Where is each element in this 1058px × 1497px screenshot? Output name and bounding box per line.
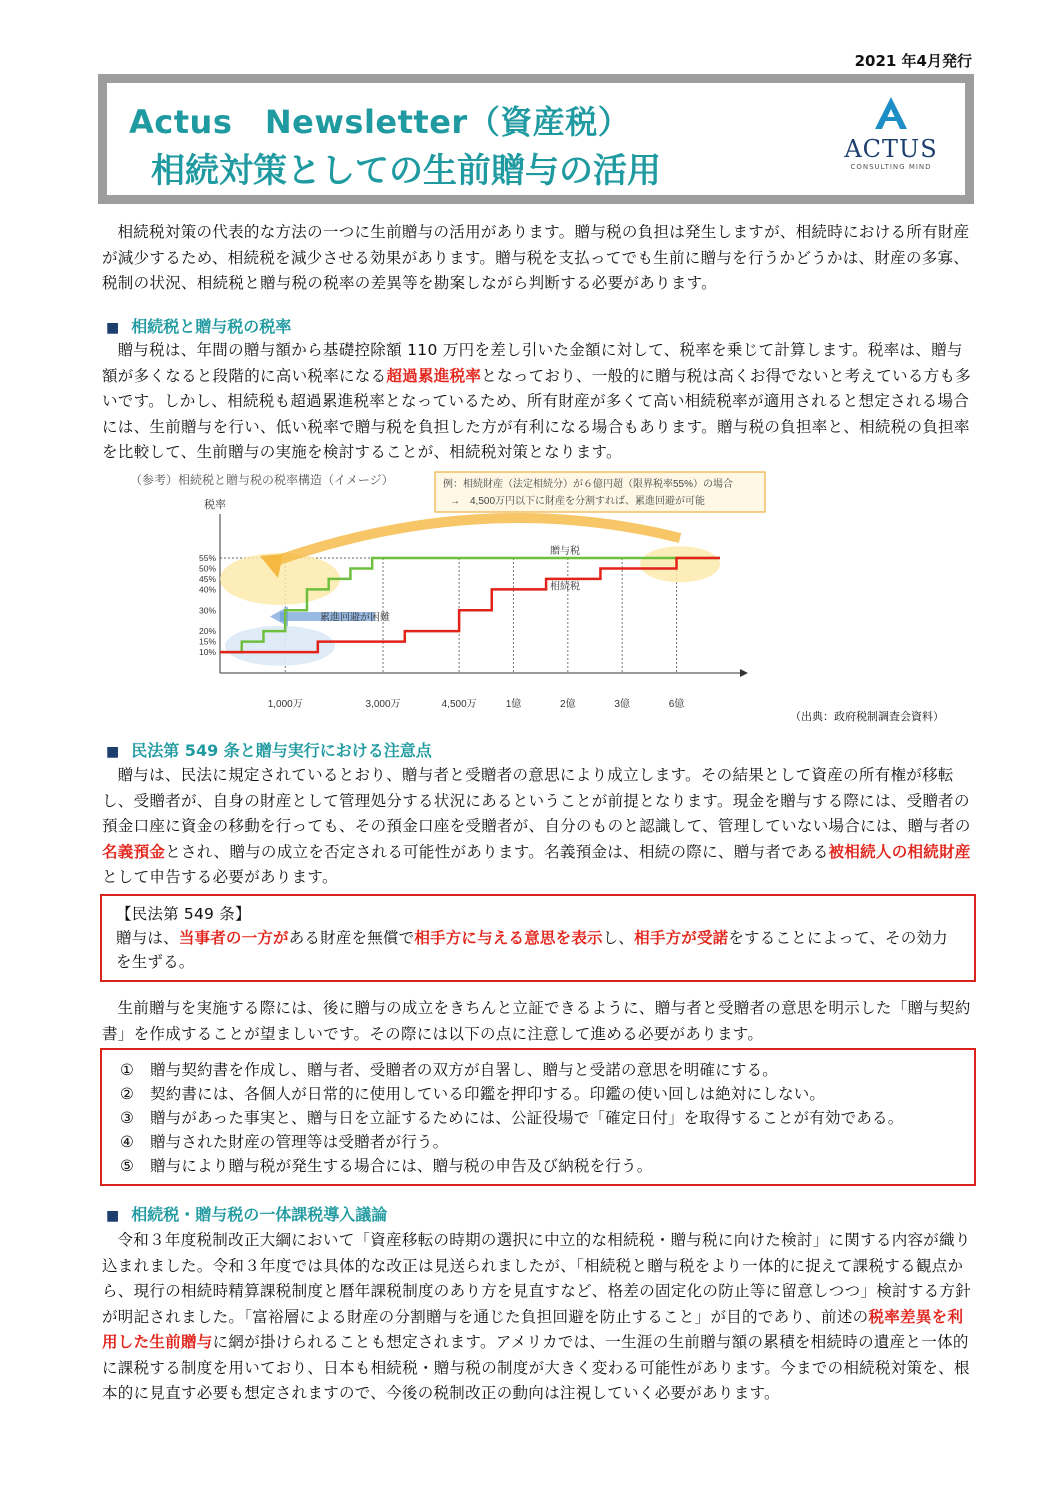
- y-tick-label: 30%: [198, 605, 216, 616]
- chart-note-line1: 例：相続財産（法定相続分）が６億円超（限界税率55%）の場合: [443, 479, 734, 490]
- civil-code-text: [116, 926, 961, 974]
- section1-highlight: 超過累進税率: [386, 366, 482, 385]
- checklist-number: ③: [120, 1109, 135, 1127]
- section3-heading: [102, 1202, 387, 1225]
- avoid-arrow-label: 累進回避が困難: [320, 612, 390, 624]
- section1-text-b: となっており、一般的に贈与税は高くお得でないと考えている方も多いです。しかし、相続税も超過累進税率となっているため、所有財産が多くて高い相続税率が適用されると想定される場合には、生前贈与を行い、低い税率で贈与税を負担した方が有利になる場合もあります。贈与税の負担率と、相続税の負担率を比較して、生前贈与の実施を検討することが、相続税対策となります。: [102, 366, 972, 461]
- section3-highlight: 税率差異を利用した生前贈与: [102, 1307, 964, 1351]
- actus-a-logo-icon: [871, 95, 911, 133]
- highlight-ellipse-right: [640, 546, 720, 582]
- section2-highlight1: 名義預金: [102, 842, 166, 861]
- section2-paragraph2: 生前贈与を実施する際には、後に贈与の成立をきちんと立証できるように、贈与者と受贈者の意思を明示した「贈与契約書」を作成することが望ましいです。その際には以下の点に注意して進める必要があります。: [102, 999, 971, 1043]
- checklist-item: [120, 1082, 974, 1106]
- tax-rate-chart: [120, 468, 780, 718]
- section2-heading-text: 民法第 549 条と贈与実行における注意点: [131, 741, 432, 760]
- gift-tax-label: 贈与税: [550, 546, 580, 557]
- curved-arrow: [270, 518, 680, 563]
- checklist-text: 贈与があった事実と、贈与日を立証するためには、公証役場で「確定日付」を取得することが有効である。: [150, 1109, 904, 1127]
- checklist-item: [120, 1058, 974, 1082]
- square-bullet-icon: ■: [106, 1208, 120, 1224]
- x-tick-label: 3億: [614, 699, 630, 710]
- section1-paragraph: [102, 338, 974, 466]
- title-banner: [98, 74, 974, 204]
- newsletter-title: Actus Newsletter（資産税）: [129, 103, 631, 141]
- chart-source: （出典：政府税制調査会資料）: [790, 710, 944, 723]
- chart-decoration: [220, 518, 720, 666]
- logo-name: ACTUS: [844, 135, 938, 163]
- checklist-number: ⑤: [120, 1157, 135, 1175]
- law-text-b: ある財産を無償で: [288, 929, 415, 947]
- section1-heading: [102, 314, 291, 337]
- x-tick-label: 4,500万: [441, 699, 477, 710]
- chart-title: （参考）相続税と贈与税の税率構造（イメージ）: [130, 473, 394, 487]
- x-tick-label: 1億: [505, 699, 522, 710]
- checklist-box: [100, 1048, 976, 1186]
- checklist-number: ④: [120, 1133, 135, 1151]
- law-text-c: し、: [602, 929, 635, 947]
- actus-logo: [831, 95, 951, 185]
- x-tick-label: 1,000万: [267, 699, 303, 710]
- civil-code-content: [116, 902, 961, 974]
- x-tick-label: 6億: [668, 699, 685, 710]
- y-tick-label: 20%: [198, 626, 216, 637]
- law-highlight1: 当事者の一方が: [178, 929, 289, 947]
- law-highlight2: 相手方に与える意思を表示: [414, 929, 603, 947]
- checklist-text: 贈与された財産の管理等は受贈者が行う。: [150, 1133, 449, 1151]
- tax-rate-chart-svg: [120, 468, 780, 718]
- y-tick-label: 45%: [198, 573, 216, 584]
- section3-text-a: 令和３年度税制改正大綱において「資産移転の時期の選択に中立的な相続税・贈与税に向けた検討」に関する内容が織り込まれました。令和３年度では具体的な改正は見送られましたが、「相続税と贈与税をより一体的に捉えて課税する観点から、現行の相続時精算課税制度と暦年課税制度のあり方を見直すなど、格差の固定化の防止等に留意しつつ」検討する方針が明記されました。「富裕層による財産の分割贈与を通じた負担回避を防止すること」が目的であり、前述の: [102, 1231, 972, 1326]
- section2-heading: [102, 738, 432, 761]
- chart-ylabel: 税率: [204, 499, 226, 511]
- checklist-number: ①: [120, 1061, 135, 1079]
- x-tick-label: 3,000万: [365, 699, 401, 710]
- checklist-item: [120, 1106, 974, 1130]
- section1-heading-text: 相続税と贈与税の税率: [131, 317, 292, 336]
- y-tick-label: 55%: [198, 553, 216, 563]
- section1-text-a: 贈与税は、年間の贈与額から基礎控除額 110 万円を差し引いた金額に対して、税率を乗じて計算します。税率は、贈与額が多くなると段階的に高い税率になる: [102, 341, 963, 385]
- section2-highlight2: 被相続人の相続財産: [828, 842, 971, 861]
- square-bullet-icon: ■: [106, 744, 120, 760]
- y-tick-label: 40%: [198, 584, 216, 595]
- issue-date: 2021 年4月発行: [854, 52, 972, 70]
- law-text-a: 贈与は、: [116, 929, 179, 947]
- checklist: [120, 1058, 974, 1178]
- section2-text-c: として申告する必要があります。: [102, 868, 338, 886]
- inheritance-tax-label: 相続税: [550, 581, 580, 593]
- chart-note-line2: → 4,500万円以下に財産を分割すれば、累進回避が可能: [450, 496, 706, 507]
- logo-tagline: CONSULTING MIND: [850, 163, 932, 171]
- y-tick-label: 50%: [198, 563, 216, 574]
- checklist-text: 贈与により贈与税が発生する場合には、贈与税の申告及び納税を行う。: [150, 1157, 653, 1175]
- section3-text-b: に網が掛けられることも想定されます。アメリカでは、一生涯の生前贈与額の累積を相続時の遺産と一体的に課税する制度を用いており、日本も相続税・贈与税の制度が大きく変わる可能性があります。今までの相続税対策を、根本的に見直す必要も想定されますので、今後の税制改正の動向は注視していく必要があります。: [102, 1333, 970, 1402]
- civil-code-title: 【民法第 549 条】: [116, 905, 251, 923]
- section3-paragraph: [102, 1228, 974, 1407]
- x-tick-label: 2億: [560, 699, 576, 710]
- x-axis-arrow: [740, 669, 748, 677]
- section3-heading-text: 相続税・贈与税の一体課税導入議論: [131, 1205, 388, 1224]
- civil-code-box: [100, 894, 976, 982]
- section2-paragraph1: [102, 763, 974, 891]
- checklist-item: [120, 1154, 974, 1178]
- y-tick-label: 15%: [198, 636, 216, 647]
- square-bullet-icon: ■: [106, 320, 120, 336]
- section2-text-b: とされ、贈与の成立を否定される可能性があります。名義預金は、相続の際に、贈与者である: [165, 842, 829, 861]
- intro-paragraph: 相続税対策の代表的な方法の一つに生前贈与の活用があります。贈与税の負担は発生しますが、相続時における所有財産が減少するため、相続税を減少させる効果があります。贈与税を支払ってでも生前に贈与を行うかどうかは、財産の多寡、税制の状況、相続税と贈与税の税率の差異等を勘案しながら判断する必要があります。: [102, 223, 970, 292]
- section2-text-a: 贈与は、民法に規定されているとおり、贈与者と受贈者の意思により成立します。その結果として資産の所有権が移転し、受贈者が、自身の財産として管理処分する状況にあるということが前提となります。現金を贈与する際には、受贈者の預金口座に資金の移動を行っても、その預金口座を受贈者が、自分のものと認識して、管理していない場合には、贈与者の: [102, 766, 971, 835]
- checklist-text: 贈与契約書を作成し、贈与者、受贈者の双方が自署し、贈与と受諾の意思を明確にする。: [150, 1061, 779, 1079]
- law-text-d: をすることによって、その効力を生ずる。: [116, 929, 948, 971]
- law-highlight3: 相手方が受諾: [634, 929, 729, 947]
- checklist-text: 契約書には、各個人が日常的に使用している印鑑を押印する。印鑑の使い回しは絶対にしない。: [150, 1085, 826, 1103]
- y-tick-label: 10%: [198, 647, 216, 658]
- checklist-number: ②: [120, 1085, 135, 1103]
- newsletter-subtitle: 相続対策としての生前贈与の活用: [151, 151, 661, 191]
- checklist-item: [120, 1130, 974, 1154]
- title-banner-inner: [107, 83, 965, 195]
